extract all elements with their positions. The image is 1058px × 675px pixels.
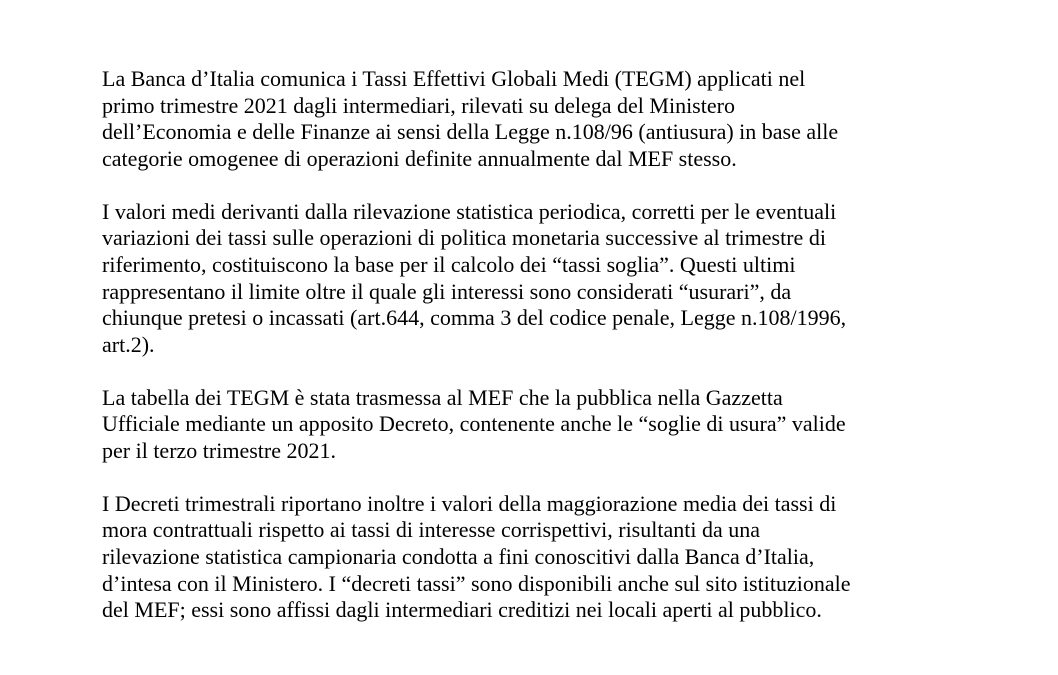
text-line: La tabella dei TEGM è stata trasmessa al MEF che la pubblica nella Gazzetta (102, 384, 783, 410)
paragraph-gazette-publication (102, 385, 1002, 465)
text-line: categorie omogenee di operazioni definite annualmente dal MEF stesso. (102, 145, 737, 171)
paragraph-threshold-rates (102, 199, 1002, 359)
document-body (102, 66, 1002, 624)
text-line: I valori medi derivanti dalla rilevazione statistica periodica, corretti per le eventuali (102, 198, 837, 224)
text-line: d’intesa con il Ministero. I “decreti tassi” sono disponibili anche sul sito istituzionale (102, 570, 851, 596)
paragraph-tegm-announcement (102, 66, 1002, 172)
text-line: rilevazione statistica campionaria condotta a fini conoscitivi dalla Banca d’Italia, (102, 544, 815, 570)
text-line: del MEF; essi sono affissi dagli intermediari creditizi nei locali aperti al pubblico. (102, 597, 822, 623)
text-line: mora contrattuali rispetto ai tassi di interesse corrispettivi, risultanti da una (102, 517, 760, 543)
text-line: per il terzo trimestre 2021. (102, 437, 336, 463)
paragraph-quarterly-decrees (102, 491, 1002, 624)
text-line: Ufficiale mediante un apposito Decreto, contenente anche le “soglie di usura” valide (102, 411, 846, 437)
text-line: I Decreti trimestrali riportano inoltre i valori della maggiorazione media dei tassi di (102, 490, 837, 516)
text-line: chiunque pretesi o incassati (art.644, comma 3 del codice penale, Legge n.108/1996, (102, 305, 847, 331)
text-line: variazioni dei tassi sulle operazioni di politica monetaria successive al trimestre di (102, 225, 826, 251)
text-line: art.2). (102, 331, 155, 357)
text-line: riferimento, costituiscono la base per il calcolo dei “tassi soglia”. Questi ultimi (102, 251, 796, 277)
text-line: primo trimestre 2021 dagli intermediari, rilevati su delega del Ministero (102, 92, 735, 118)
text-line: dell’Economia e delle Finanze ai sensi della Legge n.108/96 (antiusura) in base alle (102, 119, 839, 145)
text-line: rappresentano il limite oltre il quale gli interessi sono considerati “usurari”, da (102, 278, 792, 304)
text-line: La Banca d’Italia comunica i Tassi Effettivi Globali Medi (TEGM) applicati nel (102, 66, 806, 91)
